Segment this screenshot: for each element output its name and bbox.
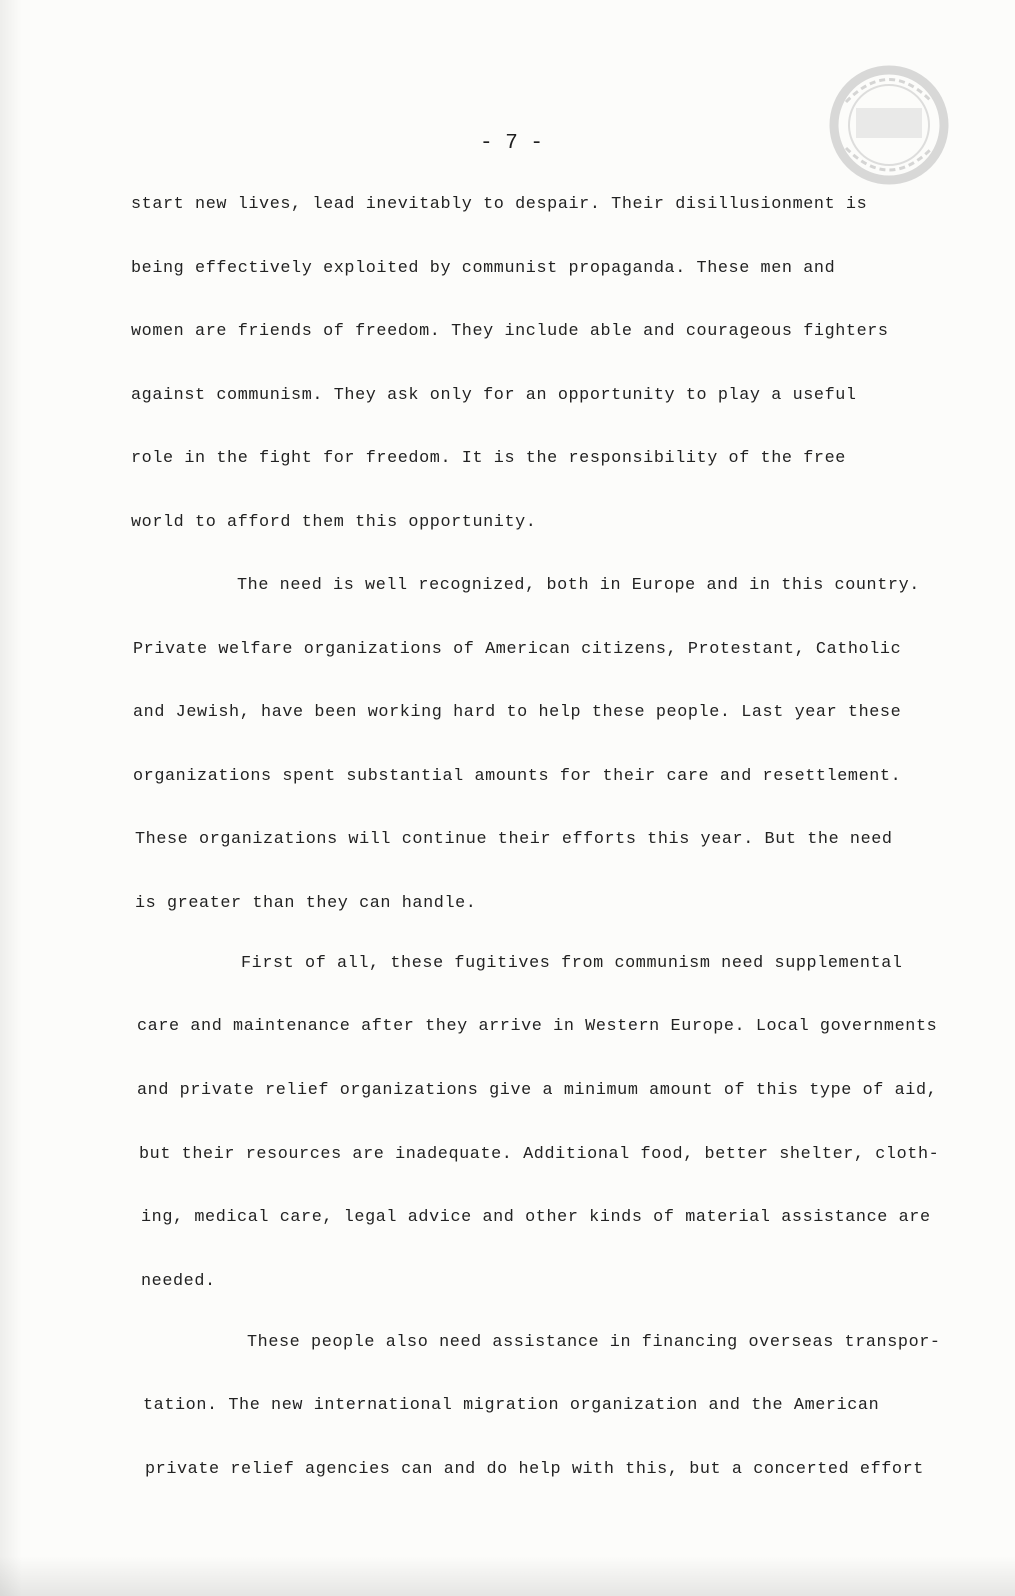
archive-stamp (826, 62, 952, 188)
text-line: but their resources are inadequate. Additional food, better shelter, cloth- (139, 1145, 940, 1164)
text-line: needed. (141, 1272, 216, 1291)
page-number: - 7 - (479, 132, 543, 155)
text-line: and private relief organizations give a minimum amount of this type of aid, (137, 1081, 938, 1100)
text-line: is greater than they can handle. (135, 894, 477, 913)
text-line: and Jewish, have been working hard to help these people. Last year these (133, 703, 902, 722)
text-line: Private welfare organizations of American citizens, Protestant, Catholic (133, 640, 902, 659)
text-line: tation. The new international migration organization and the American (143, 1396, 880, 1415)
scan-edge-shadow (0, 0, 22, 1596)
text-line: organizations spent substantial amounts for their care and resettlement. (133, 767, 902, 786)
text-line: private relief agencies can and do help with this, but a concerted effort (145, 1460, 924, 1479)
text-line: These people also need assistance in financing overseas transpor- (247, 1333, 941, 1352)
text-line: being effectively exploited by communist propaganda. These men and (131, 259, 836, 278)
text-line: start new lives, lead inevitably to despair. Their disillusionment is (131, 195, 868, 214)
text-line: First of all, these fugitives from communism need supplemental (241, 954, 903, 973)
scan-bottom-shadow (0, 1556, 1015, 1596)
text-line: care and maintenance after they arrive in Western Europe. Local governments (137, 1017, 938, 1036)
text-line: The need is well recognized, both in Europe and in this country. (237, 576, 920, 595)
text-line: These organizations will continue their efforts this year. But the need (135, 830, 893, 849)
text-line: women are friends of freedom. They include able and courageous fighters (131, 322, 889, 341)
text-line: role in the fight for freedom. It is the responsibility of the free (131, 449, 846, 468)
text-line: against communism. They ask only for an opportunity to play a useful (131, 386, 857, 405)
text-line: world to afford them this opportunity. (131, 513, 537, 532)
text-line: ing, medical care, legal advice and other kinds of material assistance are (141, 1208, 931, 1227)
